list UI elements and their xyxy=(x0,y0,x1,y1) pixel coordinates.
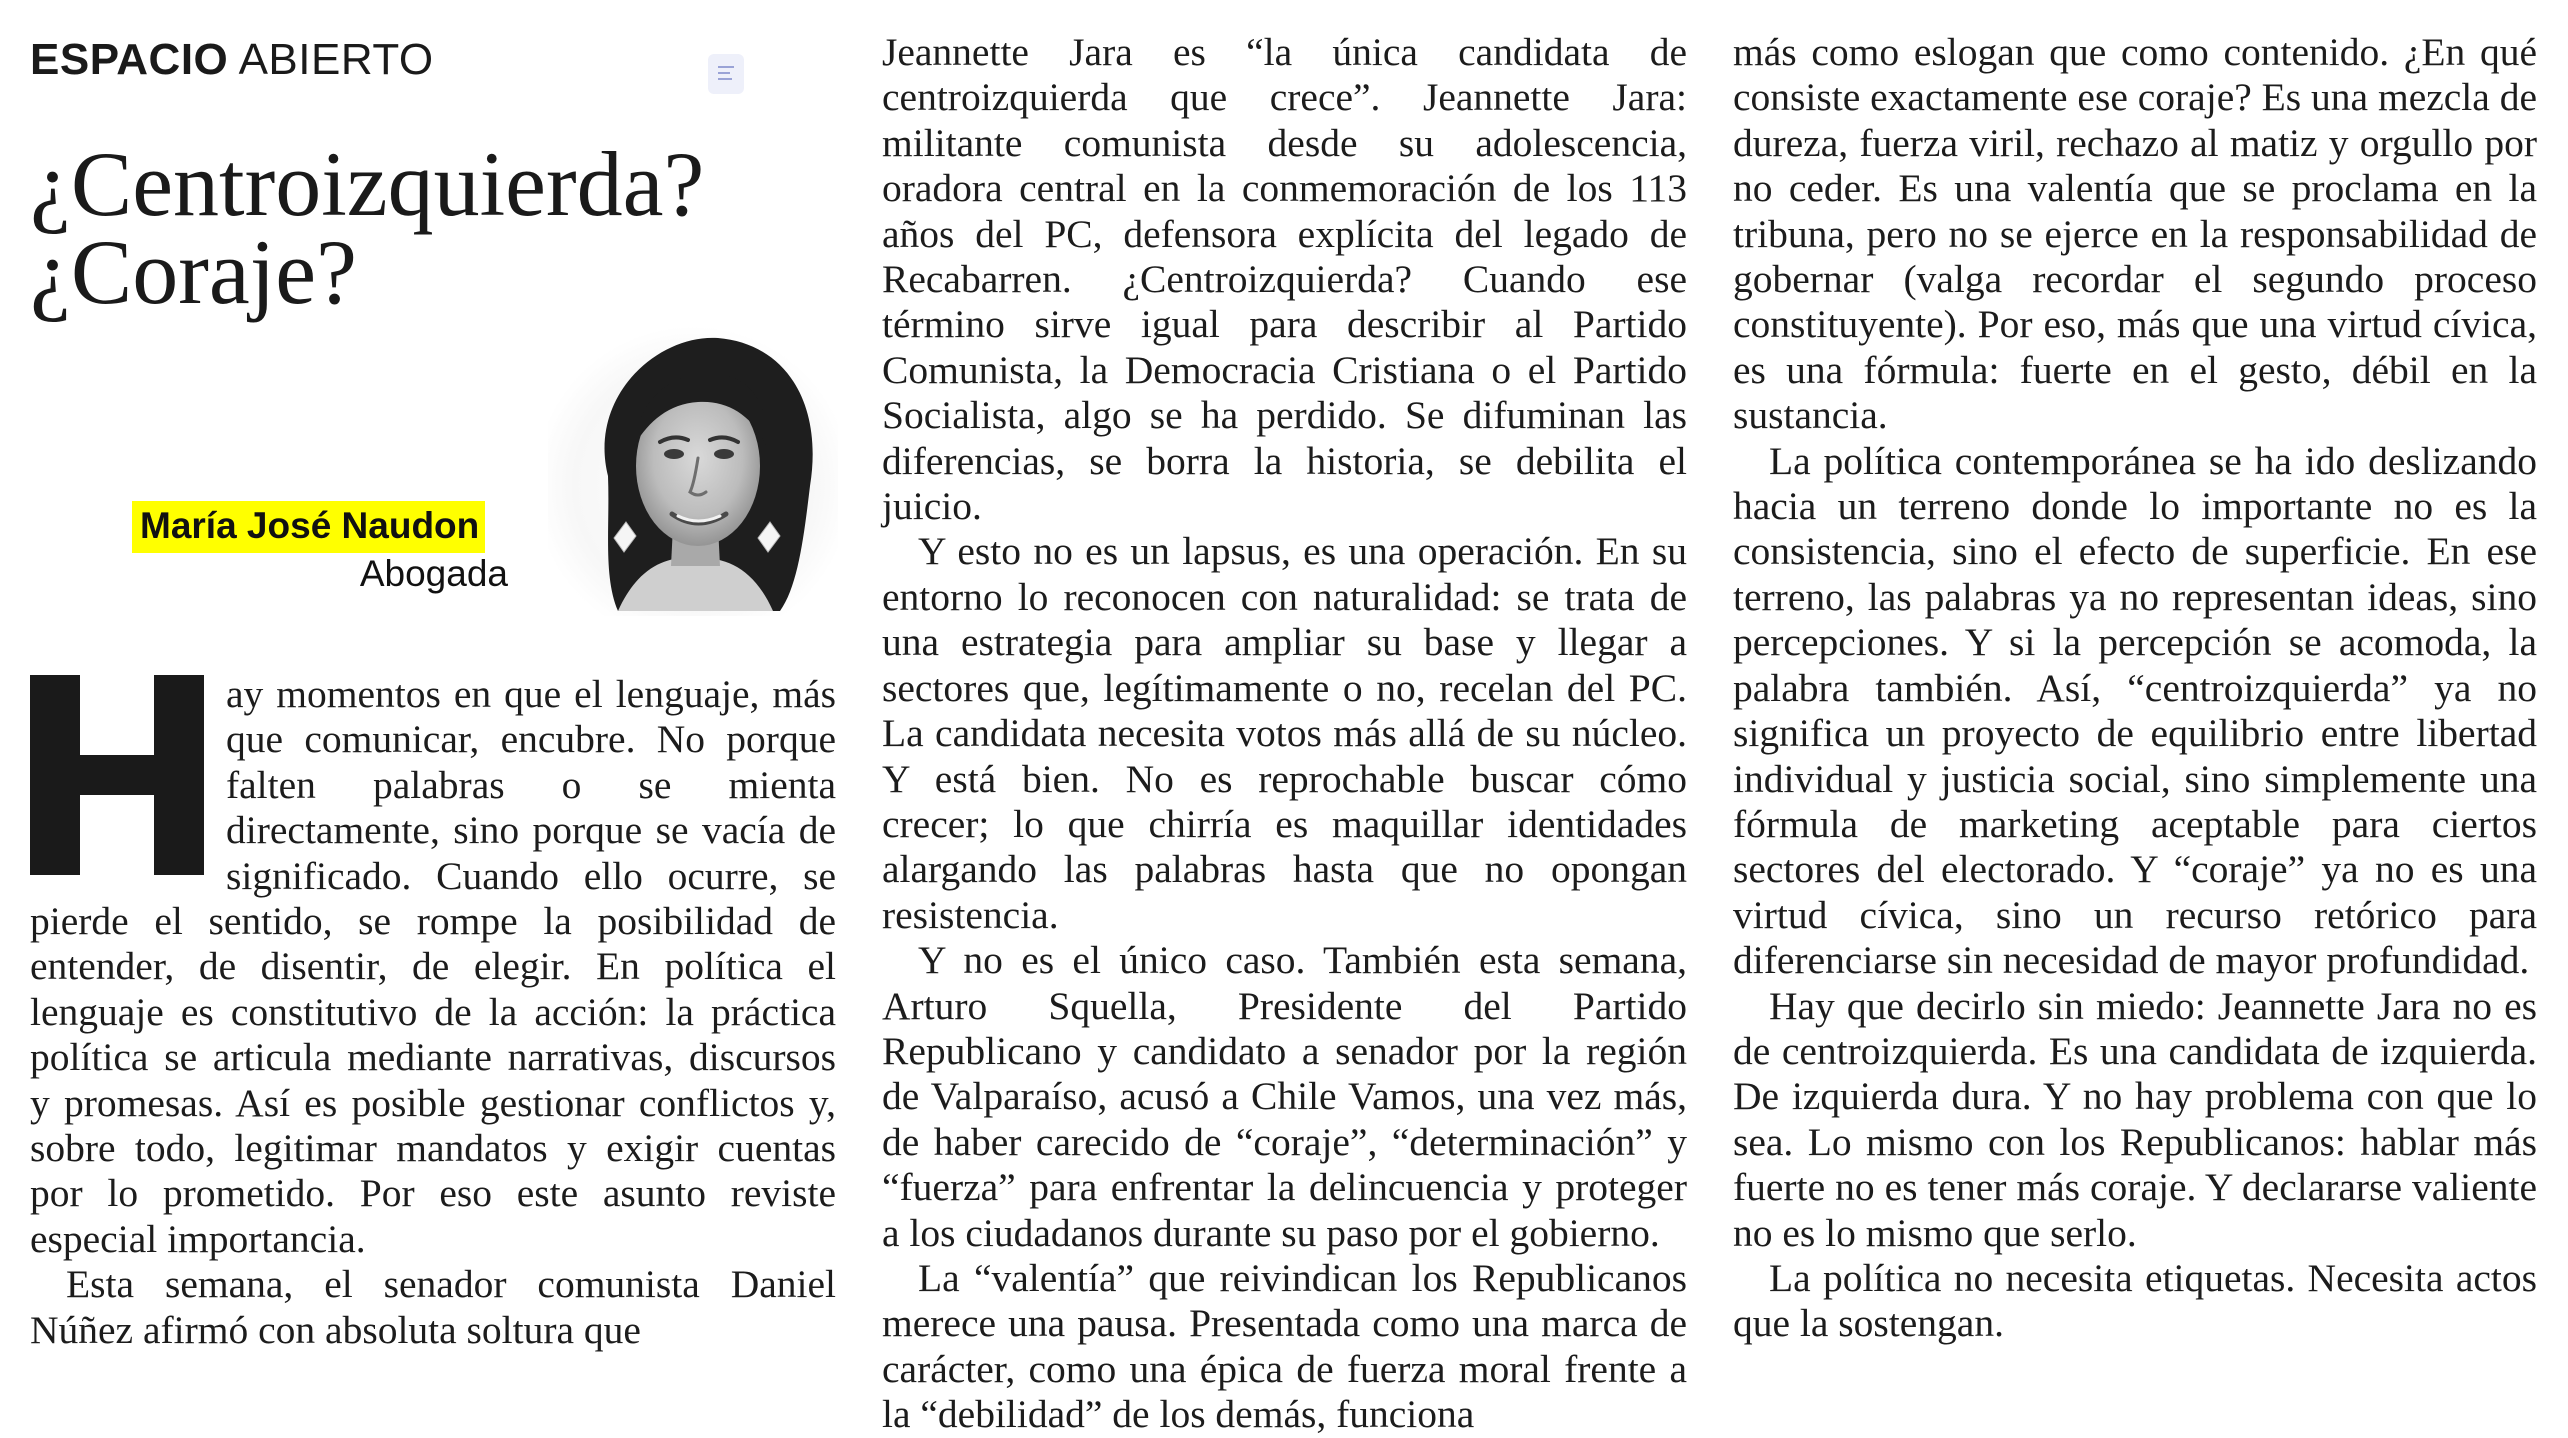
paragraph-2-continued: Jeannette Jara es “la única candidata de centroizquierda que crece”. Jeannette Jara: militante comunista desde su adolescencia, oradora central en la conmemoración de los 113 años del PC, defensora explícita del legado de Recabarren. ¿Centroizquierda? Cuando ese término sirve igual para describir al Partido Comunista, la Democracia Cristiana o el Partido Socialista, algo se ha perdido. Se difuminan las diferencias, se borra la historia, se debilita el juicio. xyxy=(882,30,1687,529)
paragraph-8: La política no necesita etiquetas. Necesita actos que la sostengan. xyxy=(1733,1255,2537,1346)
paragraph-2-start: Esta semana, el senador comunista Daniel Núñez afirmó con absoluta soltura que xyxy=(30,1262,836,1352)
author-name: María José Naudon xyxy=(132,501,485,553)
author-role: Abogada xyxy=(359,553,508,594)
paragraph-5-continued: más como eslogan que como contenido. ¿En qué consiste exactamente ese coraje? Es una mezcla de dureza, fuerza viril, rechazo al matiz y orgullo por no ceder. Es una valentía que se proclama en la tribuna, pero no se ejerce en la responsabilidad de gobernar (valga recordar el segundo proceso constituyente). Por eso, más que una virtud cívica, es una fórmula: fuerte en el gesto, débil en la sustancia. xyxy=(1733,30,2537,438)
article-column-1 xyxy=(30,672,836,1353)
paragraph-5-start: La “valentía” que reivindican los Republicanos merece una pausa. Presentada como una marca de carácter, como una épica de fuerza moral frente a la “debilidad” de los demás, funciona xyxy=(882,1255,1687,1437)
paragraph-6: La política contemporánea se ha ido deslizando hacia un terreno donde lo importante no es la consistencia, sino el efecto de superficie. En ese terreno, las palabras ya no representan ideas, sino percepciones. Y si la percepción se acomoda, la palabra también. Así, “centroizquierda” ya no significa un proyecto de equilibrio entre libertad individual y justicia social, sino simplemente una fórmula de marketing aceptable para ciertos sectores del electorado. Y “coraje” ya no es una virtud cívica, sino un recurso retórico para diferenciarse sin necesidad de mayor profundidad. xyxy=(1733,438,2537,983)
paragraph-7: Hay que decirlo sin miedo: Jeannette Jara no es de centroizquierda. Es una candidata de izquierda. De izquierda dura. Y no hay problema con que lo sea. Lo mismo con los Republicanos: hablar más fuerte no es tener más coraje. Y declararse valiente no es lo mismo que serlo. xyxy=(1733,983,2537,1255)
author-portrait xyxy=(548,326,838,616)
section-label-bold: ESPACIO xyxy=(30,35,229,84)
headline: ¿Centroizquierda? ¿Coraje? xyxy=(30,133,705,323)
article-column-3 xyxy=(1733,30,2537,1347)
article-column-2 xyxy=(882,30,1687,1438)
section-label-light: ABIERTO xyxy=(238,35,434,84)
paragraph-4: Y no es el único caso. También esta semana, Arturo Squella, Presidente del Partido Republicano y candidato a senador por la región de Valparaíso, acusó a Chile Vamos, una vez más, de haber carecido de “coraje”, “determinación” y “fuerza” para enfrentar la delincuencia y proteger a los ciudadanos durante su paso por el gobierno. xyxy=(882,938,1687,1255)
paragraph-1: ay momentos en que el lenguaje, más que comunicar, encubre. No porque falten palabras o se mienta directamente, sino porque se vacía de significado. Cuando ello ocurre, se pierde el sentido, se rompe la posibilidad de entender, de disentir, de elegir. En política el lenguaje es constitutivo de la acción: la práctica política se articula mediante narrativas, discursos y promesas. Así es posible gestionar conflictos y, sobre todo, legitimar mandatos y exigir cuentas por lo prometido. Por eso este asunto reviste especial importancia. xyxy=(30,672,836,1261)
drop-cap xyxy=(30,675,204,875)
section-header xyxy=(30,35,434,84)
paragraph-3: Y esto no es un lapsus, es una operación. En su entorno lo reconocen con naturalidad: se trata de una estrategia para ampliar su base y llegar a sectores que, legítimamente o no, recelan del PC. La candidata necesita votos más allá de su núcleo. Y está bien. No es reprochable buscar cómo crecer; lo que chirría es maquillar identidades alargando las palabras hasta que no opongan resistencia. xyxy=(882,529,1687,937)
drop-cap-letter xyxy=(30,675,204,875)
document-icon[interactable] xyxy=(708,54,744,94)
